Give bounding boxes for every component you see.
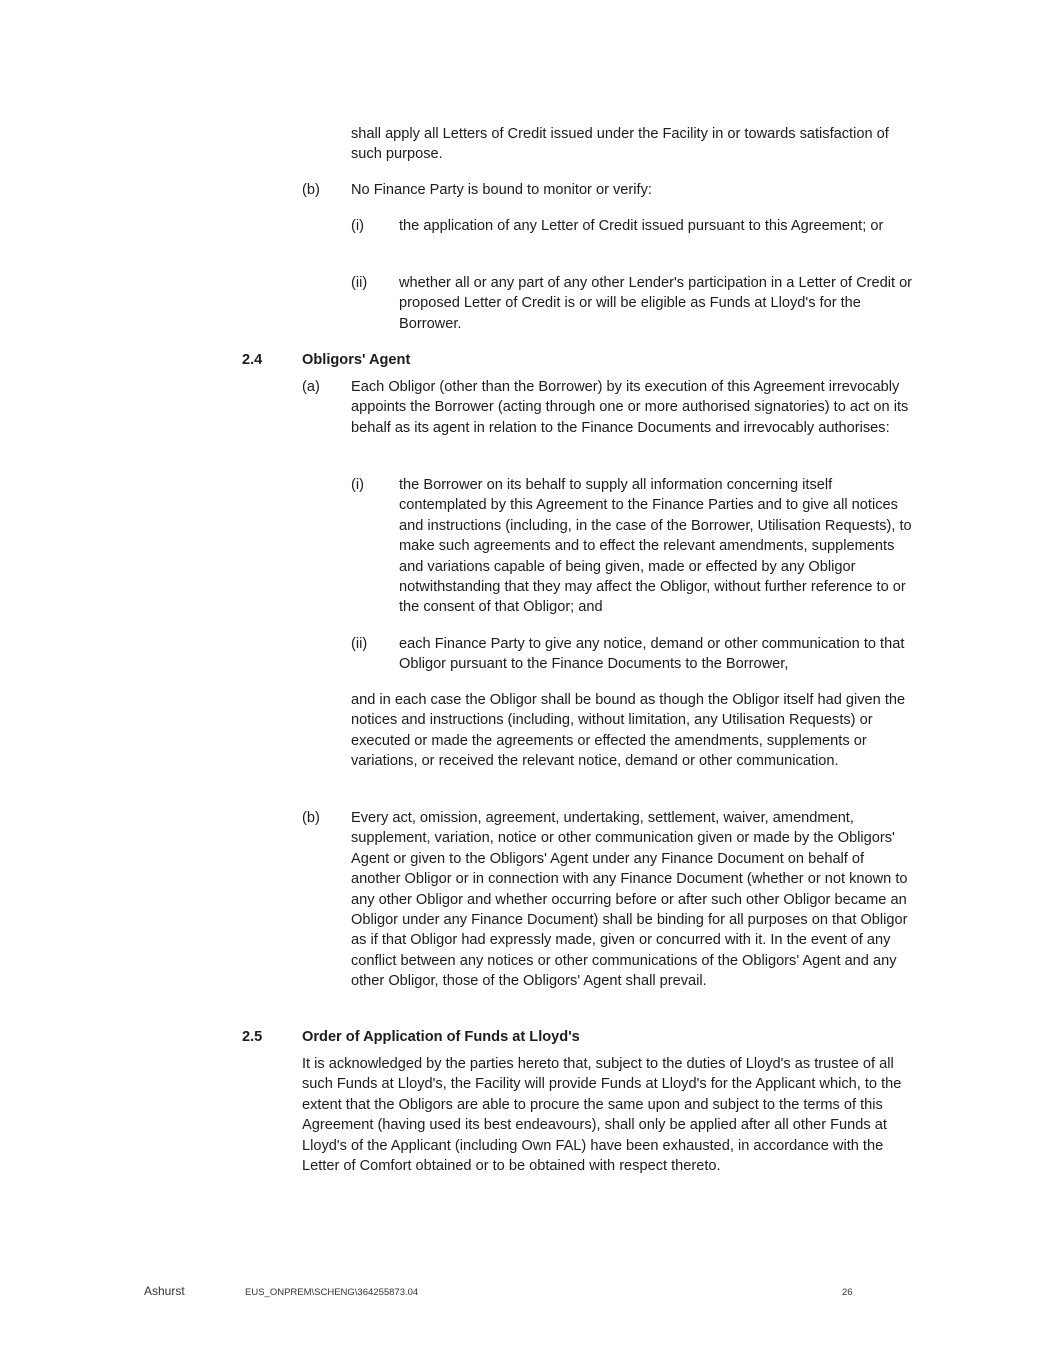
clause-2-4-a-tail: and in each case the Obligor shall be bound as though the Obligor itself had given the notices and instructions (including, without limitation, any Utilisation Requests) or executed or made the agreements or effected the amendments, supplements or variations, or received the relevant notice, demand or other communication.: [351, 692, 906, 770]
clause-2-3-b-text: No Finance Party is bound to monitor or verify:: [351, 182, 652, 198]
clause-2-4-a-text: Each Obligor (other than the Borrower) by its execution of this Agreement irrevocably appoints the Borrower (acting through one or more authorised signatories) to act on its behalf as its agent in relation to the Finance Documents and irrevocably authorises:: [351, 379, 909, 436]
clause-2-4-b-number: (b): [302, 810, 320, 826]
clause-2-3-b-i-number: (i): [351, 218, 364, 234]
clause-2-3-b-i-text: the application of any Letter of Credit issued pursuant to this Agreement; or: [399, 218, 884, 234]
section-2-5-text: It is acknowledged by the parties hereto that, subject to the duties of Lloyd's as trustee of all such Funds at Lloyd's, the Facility will provide Funds at Lloyd's for the Applicant which, to the extent that the Obligors are able to procure the same upon and subject to the terms of this Agreement (having used its best endeavours), shall only be applied after all other Funds at Lloyd's of the Applicant (including Own FAL) have been exhausted, in accordance with the Letter of Comfort obtained or to be obtained with respect thereto.: [302, 1056, 902, 1175]
section-2-5-title: Order of Application of Funds at Lloyd's: [302, 1029, 580, 1045]
footer-page-number: 26: [842, 1287, 853, 1298]
clause-2-3-b-ii-number: (ii): [351, 275, 368, 291]
section-2-4-title: Obligors' Agent: [302, 352, 411, 368]
section-2-4-number: 2.4: [242, 352, 263, 368]
continuation-paragraph: shall apply all Letters of Credit issued under the Facility in or towards satisfaction of such purpose.: [351, 126, 889, 163]
clause-2-4-b-text: Every act, omission, agreement, undertaking, settlement, waiver, amendment, supplement, variation, notice or other communication given or made by the Obligors' Agent or given to the Obligors' Agent under any Finance Document on behalf of another Obligor or in connection with any Finance Document (whether or not known to any other Obligor and whether occurring before or after such other Obligor became an Obligor under any Finance Document) shall be binding for all purposes on that Obligor as if that Obligor had expressly made, given or concurred with it. In the event of any conflict between any notices or other communications of the Obligors' Agent and any other Obligor, those of the Obligors' Agent shall prevail.: [351, 810, 908, 990]
clause-2-4-a-i-number: (i): [351, 477, 364, 493]
footer-firm-name: Ashurst: [144, 1284, 185, 1298]
clause-2-4-a-ii-text: each Finance Party to give any notice, demand or other communication to that Obligor pursuant to the Finance Documents to the Borrower,: [399, 636, 905, 673]
footer-document-reference: EUS_ONPREM\SCHENG\364255873.04: [245, 1287, 419, 1298]
clause-2-4-a-ii-number: (ii): [351, 636, 368, 652]
clause-2-3-b-number: (b): [302, 182, 320, 198]
clause-2-4-a-i-text: the Borrower on its behalf to supply all information concerning itself contemplated by this Agreement to the Finance Parties and to give all notices and instructions (including, in the case of the Borrower, Utilisation Requests), to make such agreements and to effect the relevant amendments, supplements and variations capable of being given, made or effected by any Obligor notwithstanding that they may affect the Obligor, without further reference to or the consent of that Obligor; and: [399, 477, 912, 616]
clause-2-3-b-ii-text: whether all or any part of any other Lender's participation in a Letter of Credit or proposed Letter of Credit is or will be eligible as Funds at Lloyd's for the Borrower.: [399, 275, 913, 332]
section-2-5-number: 2.5: [242, 1029, 263, 1045]
clause-2-4-a-number: (a): [302, 379, 320, 395]
